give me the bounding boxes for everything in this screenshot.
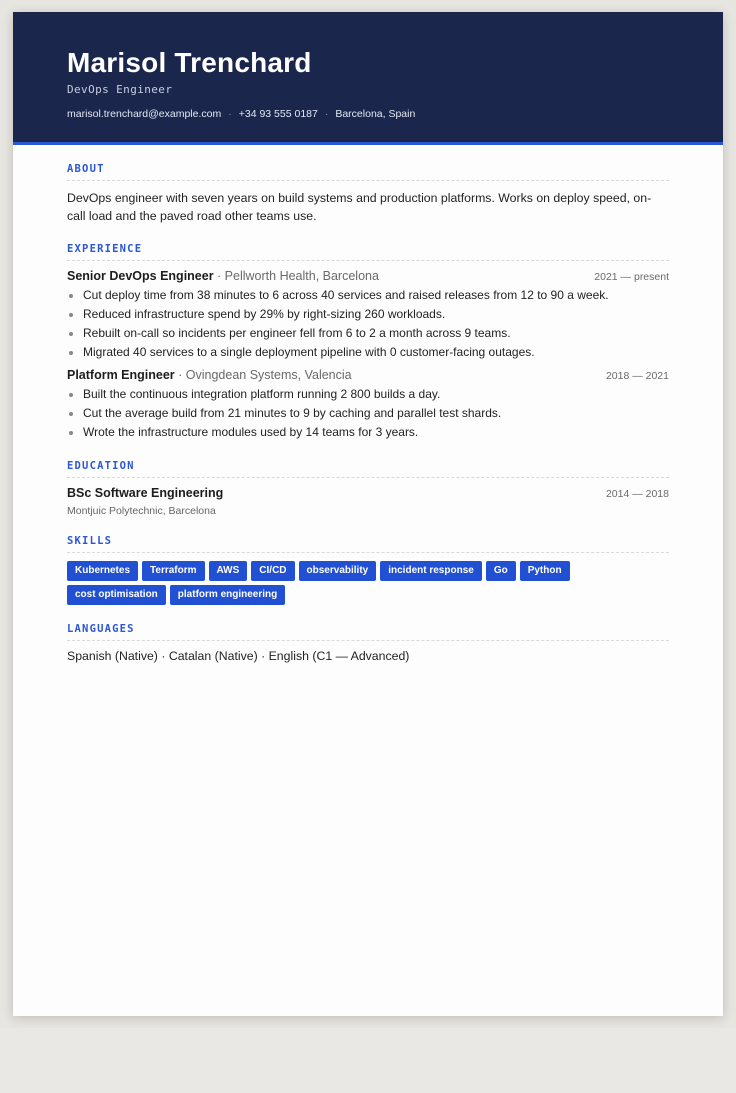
- skill-chip: incident response: [380, 561, 482, 581]
- skills-list: [67, 561, 597, 605]
- skill-chip: platform engineering: [170, 585, 285, 605]
- job-dates: 2018 — 2021: [605, 370, 669, 382]
- job-bullet: • Wrote the infrastructure modules used by 14 teams for 3 years.: [83, 423, 669, 442]
- job-dates: 2021 — present: [594, 271, 669, 283]
- job-entry: [67, 368, 669, 442]
- education-section: [67, 460, 669, 517]
- skill-chip: AWS: [209, 561, 248, 581]
- section-title-skills: SKILLS: [67, 535, 669, 553]
- contact-email[interactable]: marisol.trenchard@example.com: [67, 108, 222, 120]
- contact-separator: ·: [324, 108, 329, 120]
- job-bullet: • Cut deploy time from 38 minutes to 6 across 40 services and raised releases from 12 to 90 a week.: [83, 286, 669, 305]
- education-dates: 2014 — 2018: [605, 488, 669, 500]
- job-organization: · Ovingdean Systems, Valencia: [174, 368, 352, 382]
- languages-text: Spanish (Native) · Catalan (Native) · English (C1 — Advanced): [67, 649, 410, 663]
- job-bullets: [67, 286, 669, 362]
- education-school: Montjuic Polytechnic, Barcelona: [67, 505, 216, 517]
- section-title-education: EDUCATION: [67, 460, 669, 478]
- contact-line: [67, 108, 723, 120]
- candidate-role: DevOps Engineer: [67, 83, 173, 96]
- section-title-languages: LANGUAGES: [67, 623, 669, 641]
- about-text: DevOps engineer with seven years on build systems and production platforms. Works on deploy speed, on-call load and the paved road other teams use.: [67, 191, 652, 223]
- resume-page: [13, 12, 723, 1016]
- candidate-name: Marisol Trenchard: [67, 47, 312, 78]
- job-entry: [67, 269, 669, 362]
- job-title: Senior DevOps Engineer: [67, 269, 214, 283]
- job-header: [67, 269, 669, 283]
- section-title-experience: EXPERIENCE: [67, 243, 669, 261]
- skill-chip: cost optimisation: [67, 585, 166, 605]
- job-title: Platform Engineer: [67, 368, 175, 382]
- skill-chip: CI/CD: [251, 561, 294, 581]
- job-bullet: • Built the continuous integration platform running 2 800 builds a day.: [83, 385, 669, 404]
- education-degree: BSc Software Engineering: [67, 486, 224, 500]
- job-heading: [67, 368, 352, 382]
- footer-band: [0, 1028, 736, 1093]
- skill-chip: Kubernetes: [67, 561, 138, 581]
- job-bullet: • Migrated 40 services to a single deployment pipeline with 0 customer-facing outages.: [83, 343, 669, 362]
- job-bullet: • Reduced infrastructure spend by 29% by right-sizing 260 workloads.: [83, 305, 669, 324]
- job-header: [67, 368, 669, 382]
- experience-section: [67, 243, 669, 442]
- skill-chip: Go: [486, 561, 516, 581]
- skill-chip: Python: [520, 561, 570, 581]
- job-organization: · Pellworth Health, Barcelona: [213, 269, 379, 283]
- contact-location: Barcelona, Spain: [335, 108, 416, 120]
- skill-chip: Terraform: [142, 561, 205, 581]
- education-header: [67, 486, 669, 500]
- resume-body: [13, 163, 723, 663]
- job-heading: [67, 269, 379, 283]
- about-section: [67, 163, 669, 225]
- resume-header: [13, 12, 723, 145]
- skill-chip: observability: [299, 561, 377, 581]
- job-bullet: • Rebuilt on-call so incidents per engineer fell from 6 to 2 a month across 9 teams.: [83, 324, 669, 343]
- job-bullet: • Cut the average build from 21 minutes to 9 by caching and parallel test shards.: [83, 404, 669, 423]
- section-title-about: ABOUT: [67, 163, 669, 181]
- contact-phone[interactable]: +34 93 555 0187: [238, 108, 318, 120]
- job-bullets: [67, 385, 669, 442]
- skills-section: [67, 535, 669, 605]
- contact-separator: ·: [228, 108, 232, 120]
- languages-section: [67, 623, 669, 663]
